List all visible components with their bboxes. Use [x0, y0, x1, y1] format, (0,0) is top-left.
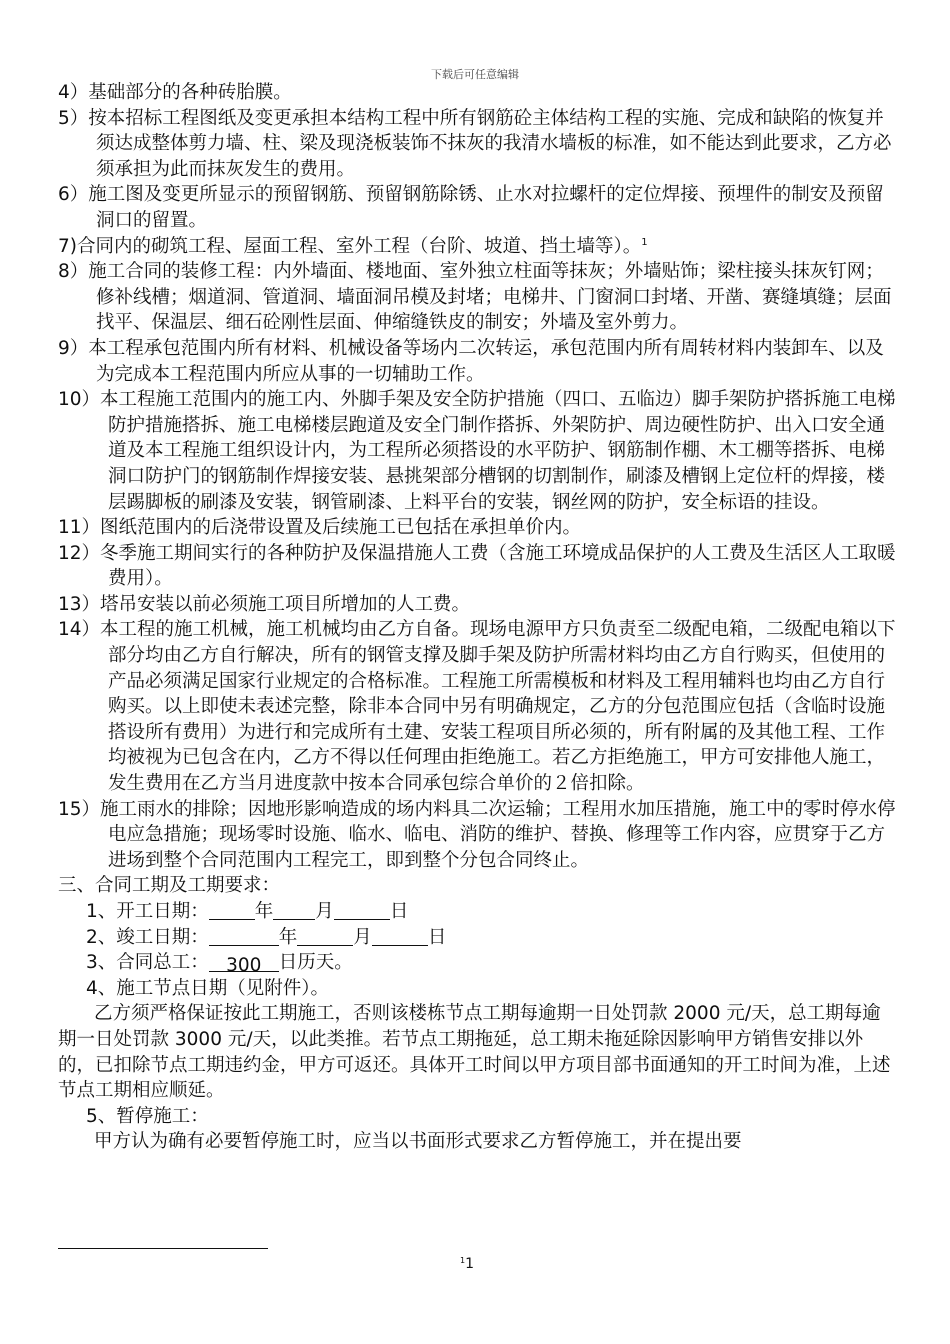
total-duration-unit: 日历天。	[278, 952, 353, 974]
finish-date-label: 2、竣工日期：	[86, 926, 209, 948]
clause-10: 10）本工程施工范围内的施工内、外脚手架及安全防护措施（四口、五临边）脚手架防护搭拆施工电梯防护措施搭拆、施工电梯楼层跑道及安全门制作搭拆、外架防护、周边硬性防护、出入口安全通道及本工程施工组织设计内，为工程所必须搭设的水平防护、钢筋制作棚、木工棚等搭拆、电梯洞口防护门的钢筋制作焊接安装、悬挑架部分槽钢的切割制作，刷漆及槽钢上定位杆的焊接，楼层踢脚板的刷漆及安装，钢管刷漆、上料平台的安装，钢丝网的防护，安全标语的挂设。	[58, 389, 896, 513]
footnote-ref[interactable]: 1	[641, 236, 648, 248]
start-date-line	[58, 899, 898, 925]
finish-date-line	[58, 925, 898, 951]
page-footnote-mark: 1	[460, 1256, 466, 1265]
clause-8: 8）施工合同的装修工程：内外墙面、楼地面、室外独立柱面等抹灰；外墙贴饰；梁柱接头抹灰钉网；修补线槽；烟道洞、管道洞、墙面洞吊模及封堵；电梯井、门窗洞口封堵、开凿、赛缝填缝；层面找平、保温层、细石砼刚性层面、伸缩缝铁皮的制安；外墙及室外剪力。	[58, 261, 892, 334]
suspend-paragraph: 甲方认为确有必要暂停施工时，应当以书面形式要求乙方暂停施工，并在提出要	[94, 1131, 742, 1153]
node-dates-line: 4、施工节点日期（见附件）。	[86, 977, 330, 999]
footnote-divider	[58, 1248, 268, 1249]
suspend-title: 5、暂停施工：	[86, 1105, 209, 1127]
clause-7-text: 7)合同内的砌筑工程、屋面工程、室外工程（台阶、坡道、挡土墙等）。	[58, 235, 642, 257]
finish-year-unit: 年	[278, 926, 298, 948]
finish-day-unit: 日	[427, 926, 447, 948]
start-month-unit: 月	[315, 901, 334, 922]
start-month-blank[interactable]	[273, 901, 315, 920]
start-date-label: 1、开工日期：	[86, 901, 209, 922]
start-year-blank[interactable]	[209, 901, 255, 920]
clause-12: 12）冬季施工期间实行的各种防护及保温措施人工费（含施工环境成品保护的人工费及生活区人工取暖费用）。	[58, 542, 896, 590]
start-day-blank[interactable]	[334, 901, 390, 920]
penalty-paragraph: 乙方须严格保证按此工期施工，否则该楼栋节点工期每逾期一日处罚款 2000 元/天，总工期每逾期一日处罚款 3000 元/天，以此类推。若节点工期拖延，总工期未拖延除因影响甲方销售安排以外的，已扣除节点工期违约金，甲方可返还。具体开工时间以甲方项目部书面通知的开工时间为准，上述节点工期相应顺延。	[58, 1003, 891, 1102]
finish-year-blank[interactable]	[209, 927, 279, 946]
clause-14: 14）本工程的施工机械，施工机械均由乙方自备。现场电源甲方只负责至二级配电箱，二级配电箱以下部分均由乙方自行解决，所有的钢管支撑及脚手架及防护所需材料均由乙方自行购买，但使用的产品必须满足国家行业规定的合格标准。工程施工所需模板和材料及工程用辅料也均由乙方自行购买。以上即使未表述完整，除非本合同中另有明确规定，乙方的分包范围应包括（含临时设施搭设所有费用）为进行和完成所有土建、安装工程项目所必须的，所有附属的及其他工程、工作均被视为已包含在内，乙方不得以任何理由拒绝施工。若乙方拒绝施工，甲方可安排他人施工，发生费用在乙方当月进度款中按本合同承包综合单价的２倍扣除。	[58, 619, 896, 795]
clause-9: 9）本工程承包范围内所有材料、机械设备等场内二次转运，承包范围内所有周转材料内装卸车、以及为完成本工程范围内所应从事的一切辅助工作。	[58, 337, 884, 385]
clause-5: 5）按本招标工程图纸及变更承担本结构工程中所有钢筋砼主体结构工程的实施、完成和缺陷的恢复并须达成整体剪力墙、柱、梁及现浇板装饰不抹灰的我清水墙板的标准，如不能达到此要求，乙方必须承担为此而抹灰发生的费用。	[58, 107, 892, 180]
finish-month-unit: 月	[353, 926, 372, 948]
clause-11: 11）图纸范围内的后浇带设置及后续施工已包括在承担单价内。	[58, 517, 582, 539]
start-year-unit: 年	[254, 901, 274, 922]
clause-15: 15）施工雨水的排除；因地形影响造成的场内料具二次运输；工程用水加压措施，施工中的零时停水停电应急措施；现场零时设施、临水、临电、消防的维护、替换、修理等工作内容，应贯穿于乙方进场到整个合同范围内工程完工，即到整个分包合同终止。	[58, 798, 896, 871]
clause-4: 4）基础部分的各种砖胎膜。	[58, 82, 292, 103]
finish-month-blank[interactable]	[297, 927, 353, 946]
clause-13: 13）塔吊安装以前必须施工项目所增加的人工费。	[58, 593, 471, 615]
page-number	[460, 1256, 474, 1272]
start-day-unit: 日	[389, 901, 409, 922]
page-number-value: 1	[465, 1256, 475, 1272]
total-duration-label: 3、合同总工：	[86, 952, 209, 974]
finish-day-blank[interactable]	[372, 927, 428, 946]
page-header: 下载后可任意编辑	[431, 68, 519, 81]
clause-6: 6）施工图及变更所显示的预留钢筋、预留钢筋除锈、止水对拉螺杆的定位焊接、预埋件的制安及预留洞口的留置。	[58, 184, 884, 231]
total-duration-line	[58, 950, 898, 976]
document-body	[58, 80, 898, 1155]
section-3-title: 三、合同工期及工期要求：	[58, 875, 281, 897]
clause-7	[58, 234, 898, 260]
total-duration-value[interactable]: 300	[209, 953, 279, 972]
